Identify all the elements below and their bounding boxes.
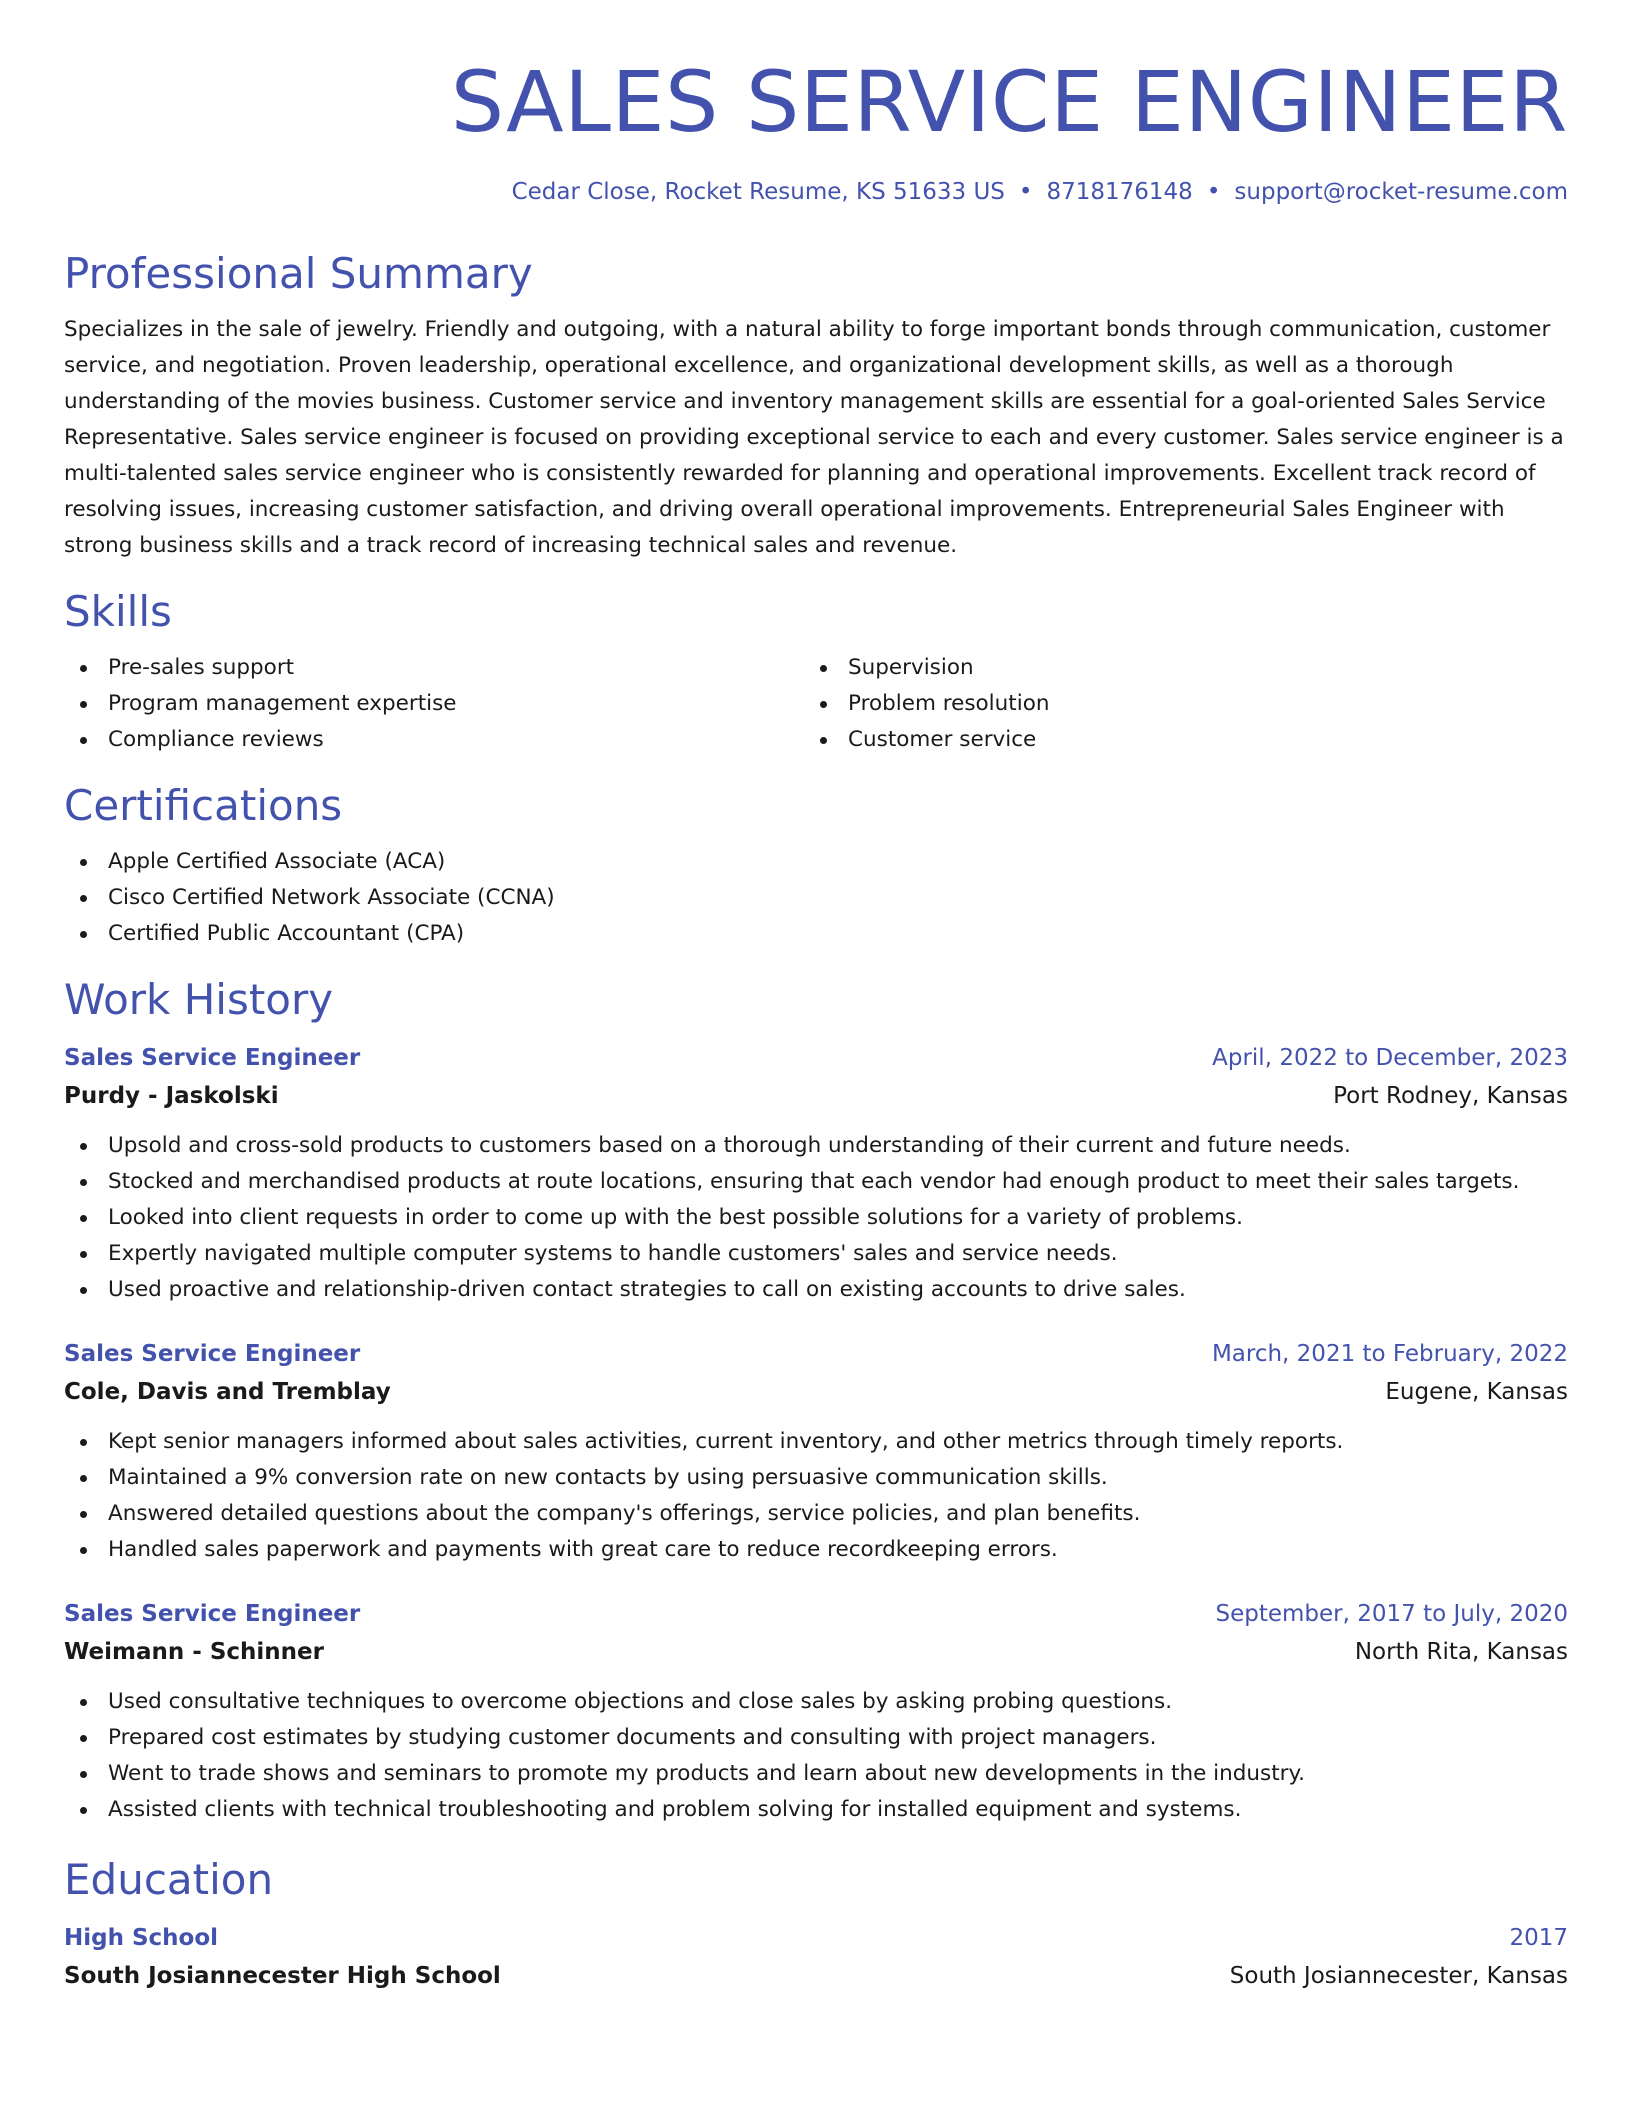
job-dates: April, 2022 to December, 2023 [1212, 1045, 1568, 1071]
job-bullets [64, 1424, 1568, 1568]
skills-heading: Skills [64, 587, 172, 636]
job-company: Cole, Davis and Tremblay [64, 1379, 391, 1405]
certification-item: Cisco Certified Network Associate (CCNA) [64, 880, 1568, 916]
job-entry [64, 1336, 1568, 1568]
certification-item: Certified Public Accountant (CPA) [64, 916, 1568, 952]
job-location: North Rita, Kansas [1354, 1639, 1568, 1665]
job-title: Sales Service Engineer [64, 1341, 361, 1367]
job-bullet: Assisted clients with technical troubleshooting and problem solving for installed equipment and systems. [64, 1792, 1568, 1828]
job-bullet: Looked into client requests in order to come up with the best possible solutions for a variety of problems. [64, 1200, 1568, 1236]
job-bullets [64, 1684, 1568, 1828]
summary-heading: Professional Summary [64, 249, 533, 298]
skills-list [64, 650, 1568, 758]
job-company: Purdy - Jaskolski [64, 1083, 279, 1109]
job-bullet: Handled sales paperwork and payments with great care to reduce recordkeeping errors. [64, 1532, 1568, 1568]
certifications-heading: Certifications [64, 781, 343, 830]
job-location: Eugene, Kansas [1385, 1379, 1568, 1405]
job-location: Port Rodney, Kansas [1333, 1083, 1568, 1109]
job-title: Sales Service Engineer [64, 1601, 361, 1627]
job-bullets [64, 1128, 1568, 1308]
work-history-heading: Work History [64, 975, 334, 1024]
contact-email: support@rocket-resume.com [1234, 179, 1568, 205]
skill-item: Problem resolution [804, 686, 1544, 722]
job-bullet: Used proactive and relationship-driven contact strategies to call on existing accounts to drive sales. [64, 1272, 1568, 1308]
education-location: South Josiannecester, Kansas [1229, 1963, 1568, 1989]
skills-column-left [64, 650, 804, 758]
skill-item: Compliance reviews [64, 722, 804, 758]
job-company: Weimann - Schinner [64, 1639, 324, 1665]
contact-line [64, 176, 1568, 208]
skill-item: Supervision [804, 650, 1544, 686]
certification-item: Apple Certified Associate (ACA) [64, 844, 1568, 880]
job-bullet: Maintained a 9% conversion rate on new contacts by using persuasive communication skills. [64, 1460, 1568, 1496]
skill-item: Program management expertise [64, 686, 804, 722]
job-bullet: Answered detailed questions about the company's offerings, service policies, and plan benefits. [64, 1496, 1568, 1532]
job-entry [64, 1596, 1568, 1828]
job-entry [64, 1040, 1568, 1308]
education-heading: Education [64, 1855, 274, 1904]
resume-title: SALES SERVICE ENGINEER [450, 53, 1568, 151]
job-dates: September, 2017 to July, 2020 [1215, 1601, 1568, 1627]
summary-text: Specializes in the sale of jewelry. Friendly and outgoing, with a natural ability to forge important bonds through communication, customer service, and negotiation. Proven leadership, operational excellence, and organizational development skills, as well as a thorough understanding of the movies business. Customer service and inventory management skills are essential for a goal-oriented Sales Service Representative. Sales service engineer is focused on providing exceptional service to each and every customer. Sales service engineer is a multi-talented sales service engineer who is consistently rewarded for planning and operational improvements. Excellent track record of resolving issues, increasing customer satisfaction, and driving overall operational improvements. Entrepreneurial Sales Engineer with strong business skills and a track record of increasing technical sales and revenue. [64, 317, 1564, 558]
job-bullet: Prepared cost estimates by studying customer documents and consulting with project managers. [64, 1720, 1568, 1756]
contact-separator: • [1206, 179, 1221, 205]
contact-phone: 8718176148 [1046, 179, 1193, 205]
job-title: Sales Service Engineer [64, 1045, 361, 1071]
contact-separator: • [1018, 179, 1033, 205]
contact-address: Cedar Close, Rocket Resume, KS 51633 US [511, 179, 1005, 205]
job-bullet: Stocked and merchandised products at route locations, ensuring that each vendor had enough product to meet their sales targets. [64, 1164, 1568, 1200]
skill-item: Customer service [804, 722, 1544, 758]
skill-item: Pre-sales support [64, 650, 804, 686]
education-school: South Josiannecester High School [64, 1963, 501, 1989]
education-year: 2017 [1509, 1925, 1568, 1951]
certifications-list [64, 844, 1568, 952]
education-entry [64, 1920, 1568, 1996]
job-dates: March, 2021 to February, 2022 [1211, 1341, 1568, 1367]
job-bullet: Upsold and cross-sold products to customers based on a thorough understanding of their current and future needs. [64, 1128, 1568, 1164]
education-degree: High School [64, 1925, 219, 1951]
job-bullet: Went to trade shows and seminars to promote my products and learn about new developments in the industry. [64, 1756, 1568, 1792]
job-bullet: Kept senior managers informed about sales activities, current inventory, and other metrics through timely reports. [64, 1424, 1568, 1460]
job-bullet: Expertly navigated multiple computer systems to handle customers' sales and service needs. [64, 1236, 1568, 1272]
skills-column-right [804, 650, 1544, 758]
job-bullet: Used consultative techniques to overcome objections and close sales by asking probing questions. [64, 1684, 1568, 1720]
